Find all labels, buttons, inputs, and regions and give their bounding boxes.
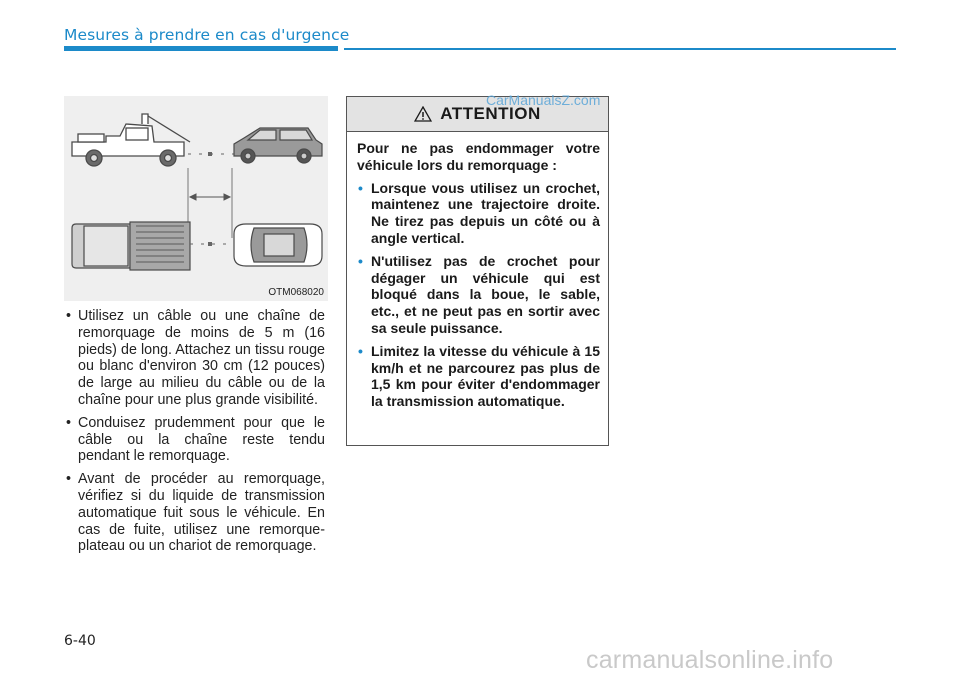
- list-item: [64, 308, 325, 409]
- attention-title: ATTENTION: [440, 104, 541, 123]
- list-item: [357, 180, 600, 247]
- suv-icon: [234, 128, 322, 163]
- section-title: Mesures à prendre en cas d'urgence: [64, 26, 350, 44]
- figure-code: OTM068020: [268, 287, 324, 298]
- car-top-view-icon: [234, 224, 322, 266]
- bullet-icon: •: [358, 342, 363, 359]
- footer-watermark: carmanualsonline.info: [586, 646, 834, 674]
- header-accent-bar: [64, 46, 338, 51]
- tow-line-marker: [208, 152, 212, 156]
- bullet-icon: •: [358, 252, 363, 269]
- bullet-icon: •: [66, 471, 72, 488]
- list-item: [64, 415, 325, 465]
- attention-box: [346, 96, 609, 446]
- instructions-list: [64, 308, 325, 561]
- list-item: [64, 471, 325, 555]
- list-item-text: Conduisez prudemment pour que le câble ou la chaîne reste tendu pendant le remorquage.: [78, 414, 325, 465]
- bullet-icon: •: [66, 308, 72, 324]
- attention-intro: Pour ne pas endommager votre véhicule lors du remorquage :: [357, 140, 600, 173]
- towing-diagram: [64, 96, 328, 301]
- watermark-link[interactable]: CarManualsZ.com: [486, 92, 601, 108]
- page-number: 6-40: [64, 633, 96, 649]
- list-item-text: Avant de procéder au remorquage, vérifiez si du liquide de transmission automatique fuit sous le véhicule. En cas de fuite, utilisez une remorque-plateau ou un chariot de remorquage.: [78, 471, 325, 555]
- bullet-icon: •: [358, 179, 363, 196]
- tow-truck-icon: [72, 114, 190, 166]
- list-item-text: Utilisez un câble ou une chaîne de remorquage de moins de 5 m (16 pieds) de long. Attachez un tissu rouge ou blanc d'environ 30 cm (12 pouces) de large au milieu du câble ou de la chaîne pour une plus grande visibilité.: [78, 308, 325, 408]
- truck-top-view-icon: [72, 222, 190, 270]
- list-item: [357, 343, 600, 410]
- bullet-icon: •: [66, 414, 72, 431]
- tow-line-top-marker: [208, 242, 212, 246]
- list-item-text: N'utilisez pas de crochet pour dégager un véhicule qui est bloqué dans la boue, le sable, etc., et ne peut pas en sortir avec sa seule puissance.: [371, 252, 600, 336]
- attention-list: [357, 180, 600, 410]
- attention-body: [347, 132, 608, 410]
- list-item-text: Lorsque vous utilisez un crochet, maintenez une trajectoire droite. Ne tirez pas depuis un côté ou à angle vertical.: [371, 179, 600, 246]
- distance-arrow-icon: [190, 194, 230, 200]
- list-item: [357, 253, 600, 337]
- warning-triangle-icon: [414, 106, 432, 122]
- towing-illustration: [64, 96, 328, 301]
- header-rule: [344, 48, 896, 50]
- list-item-text: Limitez la vitesse du véhicule à 15 km/h et ne parcourez pas plus de 1,5 km pour éviter d'endommager la transmission automatique.: [371, 342, 600, 410]
